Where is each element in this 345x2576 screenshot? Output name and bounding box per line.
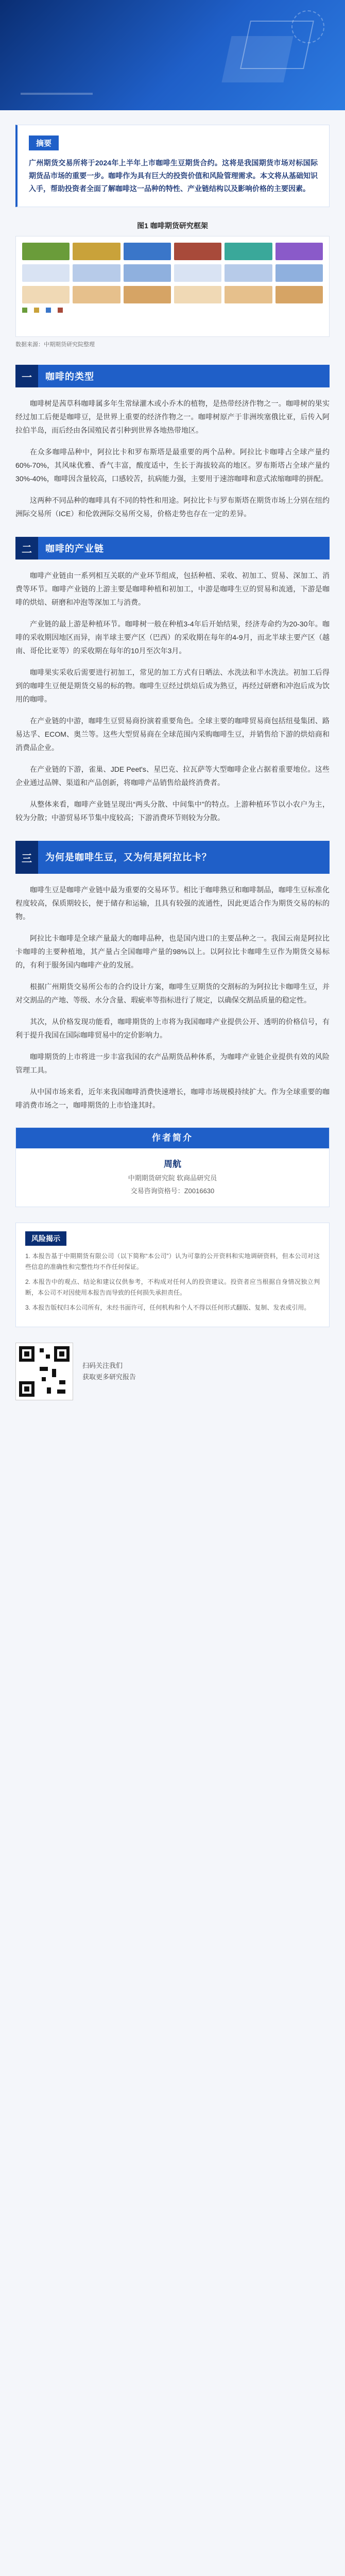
paragraph: 咖啡生豆是咖啡产业链中最为重要的交易环节。相比于咖啡熟豆和咖啡制品，咖啡生豆标准化程度较高，保质期较长，便于储存和运输，且具有较强的流通性，因此更适合作为期货交易的标的物。 — [15, 886, 330, 921]
banner-decoration — [221, 36, 293, 82]
figure-cell — [275, 264, 323, 282]
figure-cell — [73, 286, 120, 303]
header-banner — [0, 0, 345, 110]
paragraph: 在众多咖啡品种中，阿拉比卡和罗布斯塔是最重要的两个品种。阿拉比卡咖啡占全球产量约60%-70%，其风味优雅、香气丰富，酸度适中，生长于海拔较高的地区。罗布斯塔占全球产量约30%-40%，咖啡因含量较高，口感较苦，抗病能力强，主要用于速溶咖啡和意式浓缩咖啡的拼配。 — [15, 448, 330, 483]
section-title: 咖啡的产业链 — [45, 544, 104, 554]
figure-cell — [124, 243, 171, 260]
figure-source: 数据来源：中期期货研究院整理 — [15, 342, 95, 348]
abstract-tag: 摘要 — [29, 135, 59, 150]
paragraph: 这两种不同品种的咖啡具有不同的特性和用途。阿拉比卡与罗布斯塔在期货市场上分别在纽约洲际交易所（ICE）和伦敦洲际交易所交易，价格走势也存在一定的差异。 — [15, 496, 330, 518]
section-number: 三 — [15, 841, 38, 874]
footer-text — [82, 1360, 136, 1383]
paragraph: 产业链的最上游是种植环节。咖啡树一般在种植3-4年后开始结果，经济寿命约为20-30年。咖啡的采收期因地区而异，南半球主要产区（巴西）的采收期在每年的4-9月，而北半球主要产区（越南、哥伦比亚等）的采收期在每年的10月至次年3月。 — [15, 620, 330, 655]
section-3-content — [15, 883, 330, 1112]
author-card — [15, 1127, 330, 1207]
figure-cell — [174, 286, 221, 303]
figure-cell — [174, 243, 221, 260]
figure-title: 图1 咖啡期货研究框架 — [137, 222, 208, 230]
paragraph: 在产业链的中游，咖啡生豆贸易商扮演着重要角色。全球主要的咖啡贸易商包括纽曼集团、路易达孚、ECOM、奥兰等。这些大型贸易商在全球范围内采购咖啡生豆，并销售给下游的烘焙商和消费品企业。 — [15, 717, 330, 752]
author-cert: 交易咨询资格号：Z0016630 — [130, 1187, 215, 1195]
footer — [15, 1343, 330, 1416]
figure-cell — [275, 243, 323, 260]
paragraph: 咖啡产业链由一系列相互关联的产业环节组成，包括种植、采收、初加工、贸易、深加工、消费等环节。咖啡产业链的上游主要是咖啡种植和初加工，中游是咖啡生豆的贸易和流通，下游是咖啡的烘焙、研磨和冲泡等深加工与消费。 — [15, 571, 330, 606]
author-name: 周航 — [164, 1159, 181, 1169]
paragraph: 咖啡果实采收后需要进行初加工，常见的加工方式有日晒法、水洗法和半水洗法。初加工后得到的咖啡生豆便是期货交易的标的物。咖啡生豆经过烘焙后成为熟豆，再经过研磨和冲泡后成为饮用的咖啡。 — [15, 668, 330, 703]
banner-decoration — [291, 10, 324, 43]
figure-cell — [22, 243, 70, 260]
qr-code-icon[interactable] — [15, 1343, 73, 1400]
figure-cell — [124, 286, 171, 303]
paragraph: 咖啡期货的上市将进一步丰富我国的农产品期货品种体系，为咖啡产业链企业提供有效的风险管理工具。 — [15, 1053, 330, 1074]
author-org: 中期期货研究院 软商品研究员 — [128, 1174, 217, 1182]
figure-cell — [124, 264, 171, 282]
section-number: 二 — [15, 537, 38, 560]
figure-cell — [174, 264, 221, 282]
figure-cell — [225, 286, 272, 303]
risk-disclosure — [15, 1223, 330, 1327]
abstract-box — [15, 125, 330, 207]
figure-cell — [225, 243, 272, 260]
section-1-content — [15, 397, 330, 520]
section-title: 为何是咖啡生豆，又为何是阿拉比卡？ — [45, 852, 212, 862]
figure-cell — [22, 264, 70, 282]
section-heading-3 — [15, 841, 330, 874]
paragraph: 从中国市场来看，近年来我国咖啡消费快速增长，咖啡市场规模持续扩大。作为全球重要的咖啡消费市场之一，咖啡期货的上市恰逢其时。 — [15, 1088, 330, 1109]
risk-paragraph: 2. 本报告中的观点、结论和建议仅供参考，不构成对任何人的投资建议。投资者应当根据自身情况独立判断，本公司不对因使用本报告而导致的任何损失承担责任。 — [25, 1278, 320, 1296]
paragraph: 阿拉比卡咖啡是全球产量最大的咖啡品种，也是国内进口的主要品种之一。我国云南是阿拉比卡咖啡的主要种植地，其产量占全国咖啡产量的98%以上。以阿拉比卡咖啡生豆作为期货交易标的，有利于服务国内咖啡产业的发展。 — [15, 934, 330, 969]
section-heading-2 — [15, 537, 330, 560]
section-title: 咖啡的类型 — [45, 371, 94, 382]
figure-cell — [73, 264, 120, 282]
paragraph: 咖啡树是茜草科咖啡属多年生常绿灌木或小乔木的植物，是热带经济作物之一。咖啡树的果实经过加工后便是咖啡豆，是世界上重要的经济作物之一。咖啡树原产于非洲埃塞俄比亚，后传入阿拉伯半岛，而后经由各国殖民者引种到世界各地热带地区。 — [15, 399, 330, 434]
figure-cell — [73, 243, 120, 260]
risk-paragraph: 3. 本报告版权归本公司所有，未经书面许可，任何机构和个人不得以任何形式翻版、复制、发表或引用。 — [25, 1304, 310, 1311]
figure-image — [15, 236, 330, 337]
paragraph: 从整体来看，咖啡产业链呈现出“两头分散、中间集中”的特点。上游种植环节以小农户为主，较为分散；中游贸易环节集中度较高；下游消费环节则较为分散。 — [15, 800, 330, 822]
figure-cell — [275, 286, 323, 303]
figure-legend — [22, 308, 323, 313]
paragraph: 其次，从价格发现功能看，咖啡期货的上市将为我国咖啡产业提供公开、透明的价格信号，有利于提升我国在国际咖啡贸易中的定价影响力。 — [15, 1018, 330, 1039]
section-heading-1 — [15, 365, 330, 387]
footer-line-1: 扫码关注我们 — [82, 1362, 123, 1369]
section-2-content — [15, 569, 330, 824]
author-heading: 作者简介 — [16, 1128, 329, 1148]
risk-paragraph: 1. 本报告基于中期期货有限公司（以下简称“本公司”）认为可靠的公开资料和实地调研资料，但本公司对这些信息的准确性和完整性均不作任何保证。 — [25, 1252, 320, 1270]
footer-line-2: 获取更多研究报告 — [82, 1373, 136, 1381]
section-number: 一 — [15, 365, 38, 387]
paragraph: 根据广州期货交易所公布的合约设计方案，咖啡生豆期货的交割标的为阿拉比卡咖啡生豆，并对交割品的产地、等级、水分含量、瑕疵率等指标进行了规定，以确保交割品质量的稳定性。 — [15, 982, 330, 1004]
figure-1 — [15, 221, 330, 348]
banner-decoration — [21, 93, 93, 95]
abstract-text: 广州期货交易所将于2024年上半年上市咖啡生豆期货合约。这将是我国期货市场对标国际期货品市场的重要一步。咖啡作为具有巨大的投资价值和风险管理需求。本文将从基础知识入手，帮助投资者全面了解咖啡这一品种的特性、产业链结构以及影响价格的主要因素。 — [29, 159, 318, 193]
figure-cell — [225, 264, 272, 282]
paragraph: 在产业链的下游，雀巢、JDE Peet's、星巴克、拉瓦萨等大型咖啡企业占据着重要地位。这些企业通过品牌、渠道和产品创新，将咖啡产品销售给最终消费者。 — [15, 765, 330, 787]
risk-tag: 风险揭示 — [25, 1231, 66, 1246]
figure-cell — [22, 286, 70, 303]
